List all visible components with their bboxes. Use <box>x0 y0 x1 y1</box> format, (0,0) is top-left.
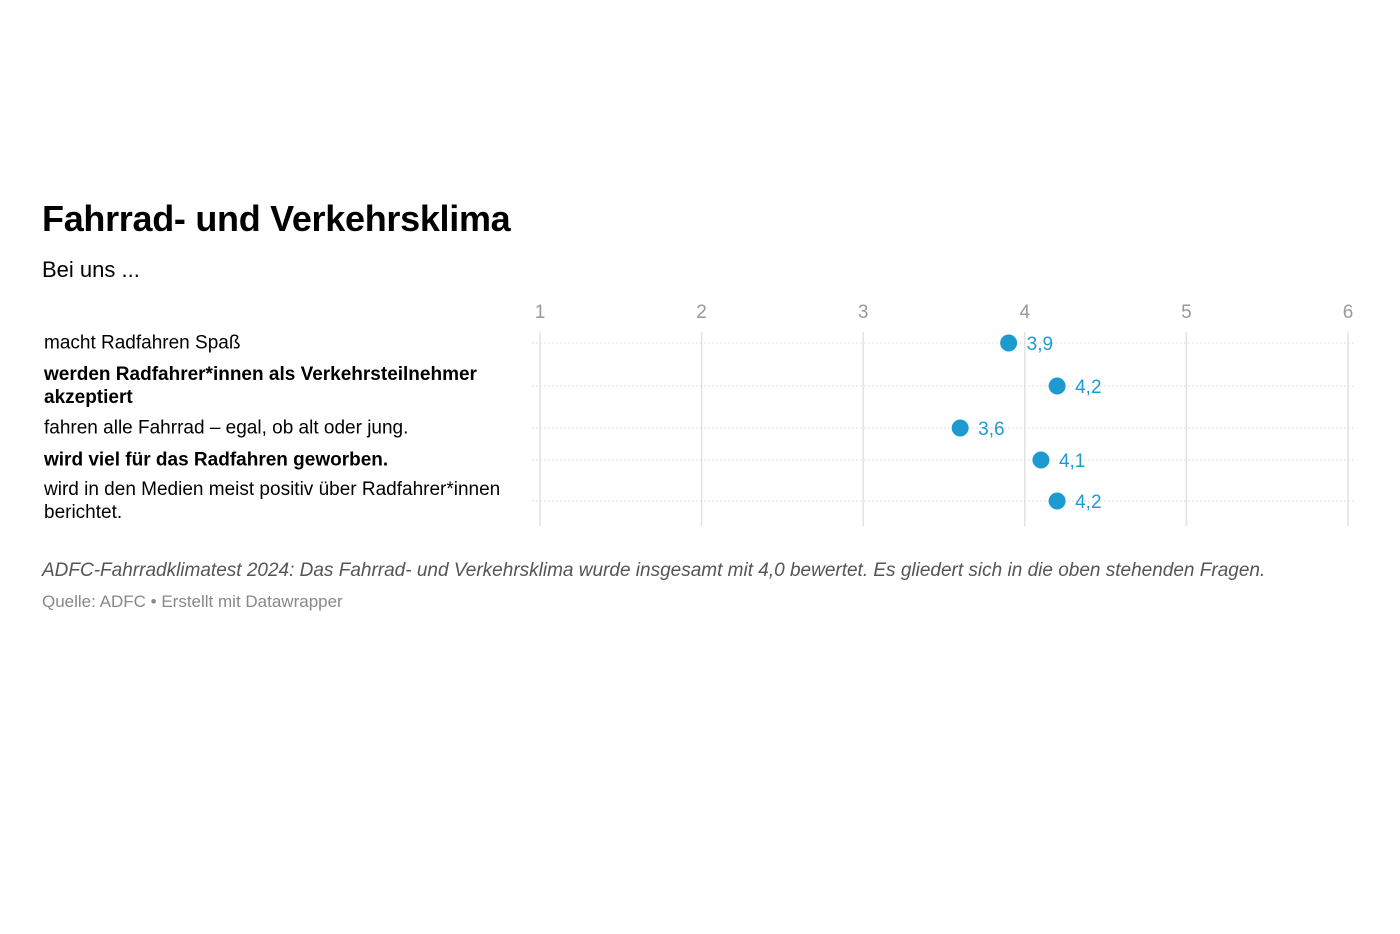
x-tick-label-4: 4 <box>1019 302 1031 323</box>
value-label-3: 3,6 <box>978 419 1005 440</box>
data-dot-2 <box>1049 378 1066 395</box>
data-dot-1 <box>1000 335 1017 352</box>
chart-title: Fahrrad- und Verkehrsklima <box>42 198 511 239</box>
chart-description: ADFC-Fahrradklimatest 2024: Das Fahrrad- und Verkehrsklima wurde insgesamt mit 4,0 bewertet. Es gliedert sich in die oben stehenden Fragen. <box>42 560 1266 581</box>
x-tick-label-2: 2 <box>696 302 707 323</box>
data-dot-3 <box>952 420 969 437</box>
value-label-1: 3,9 <box>1026 334 1054 355</box>
row-label-4: wird viel für das Radfahren geworben. <box>44 449 389 471</box>
data-dot-5 <box>1049 493 1066 510</box>
data-dot-4 <box>1032 452 1049 469</box>
value-label-4: 4,1 <box>1058 451 1086 472</box>
row-label-1: macht Radfahren Spaß <box>44 332 241 354</box>
value-label-2: 4,2 <box>1075 377 1102 398</box>
row-label-2: werden Radfahrer*innen als Verkehrsteilnehmer akzeptiert <box>44 364 477 408</box>
row-label-5: wird in den Medien meist positiv über Radfahrer*innen berichtet. <box>44 479 501 523</box>
x-tick-label-3: 3 <box>857 302 869 323</box>
row-label-3: fahren alle Fahrrad – egal, ob alt oder jung. <box>44 417 409 439</box>
x-tick-label-1: 1 <box>534 302 546 323</box>
chart-source: Quelle: ADFC • Erstellt mit Datawrapper <box>42 592 343 611</box>
chart-subtitle: Bei uns ... <box>42 257 140 282</box>
x-tick-label-6: 6 <box>1342 302 1354 323</box>
x-tick-label-5: 5 <box>1181 302 1192 323</box>
value-label-5: 4,2 <box>1075 492 1102 513</box>
